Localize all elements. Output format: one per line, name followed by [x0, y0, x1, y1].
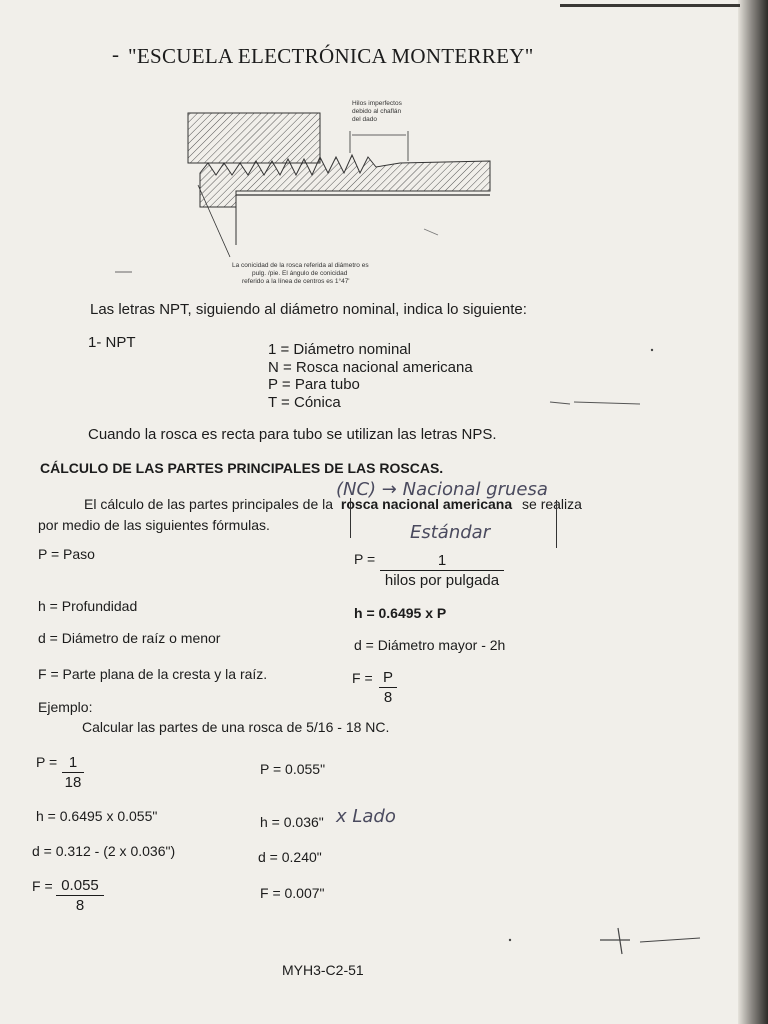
intro-text: Las letras NPT, siguiendo al diámetro nominal, indica lo siguiente:: [90, 301, 527, 318]
diagram-note-bottom-line: La conicidad de la rosca referida al diámetro es: [232, 262, 369, 269]
example-d-calc: d = 0.312 - (2 x 0.036"): [32, 843, 176, 859]
example-f-denominator: 8: [75, 897, 85, 914]
npt-label: 1- NPT: [88, 334, 136, 351]
npt-item: P = Para tubo: [268, 376, 360, 393]
example-prompt: Calcular las partes de una rosca de 5/16 - 18 NC.: [82, 719, 390, 735]
example-d-result: d = 0.240": [258, 849, 322, 865]
section-body-text: El cálculo de las partes principales de la: [84, 496, 334, 512]
footer-code: MYH3-C2-51: [282, 962, 364, 978]
diametro-raiz-label: d = Diámetro de raíz o menor: [38, 630, 221, 646]
handwritten-note-lado: x Lado: [336, 806, 396, 827]
diagram-note-bottom-line: pulg. /pie. El ángulo de conicidad: [252, 270, 348, 277]
section-body-text: se realiza: [522, 496, 582, 512]
example-f-lhs: F =: [32, 878, 53, 894]
handwritten-note-nc: (NC) → Nacional gruesa: [336, 479, 548, 500]
example-f-numerator: 0.055: [56, 877, 104, 896]
example-p-result: P = 0.055": [260, 761, 326, 777]
header-dash: -: [112, 42, 120, 66]
paso-numerator: 1: [380, 552, 504, 571]
example-p-lhs: P =: [36, 754, 58, 770]
diagram-note-top-line: del dado: [352, 116, 377, 123]
diagram-note-bottom-line: referido a la línea de centros es 1°47': [242, 278, 350, 285]
diagram-note-top-line: debido al chaflán: [352, 108, 402, 115]
npt-item: T = Cónica: [268, 393, 341, 411]
paso-denominator: hilos por pulgada: [384, 572, 500, 589]
handwritten-note-estandar: Estándar: [410, 522, 491, 543]
parte-plana-label: F = Parte plana de la cresta y la raíz.: [38, 666, 268, 682]
section-body-bold: rosca nacional americana: [340, 496, 513, 512]
page-title: "ESCUELA ELECTRÓNICA MONTERREY": [128, 44, 534, 68]
parte-plana-denominator: 8: [383, 689, 393, 706]
npt-item: 1 = Diámetro nominal: [268, 341, 411, 358]
example-h-calc: h = 0.6495 x 0.055": [36, 808, 158, 824]
example-p-denominator: 18: [64, 774, 82, 791]
example-f-result: F = 0.007": [260, 885, 325, 901]
diametro-raiz-formula: d = Diámetro mayor - 2h: [354, 637, 506, 653]
example-label: Ejemplo:: [38, 699, 93, 715]
example-h-result: h = 0.036": [260, 814, 324, 830]
nps-note: Cuando la rosca es recta para tubo se utilizan las letras NPS.: [88, 426, 497, 443]
profundidad-formula: h = 0.6495 x P: [354, 605, 447, 621]
parte-plana-lhs: F =: [352, 670, 373, 686]
profundidad-label: h = Profundidad: [38, 598, 138, 614]
section-heading: CÁLCULO DE LAS PARTES PRINCIPALES DE LAS ROSCAS.: [40, 460, 444, 476]
parte-plana-numerator: P: [379, 669, 397, 688]
diagram-note-top-line: Hilos imperfectos: [352, 100, 402, 107]
paso-lhs: P =: [354, 551, 376, 567]
section-body-line-2: por medio de las siguientes fórmulas.: [38, 517, 270, 533]
example-p-numerator: 1: [62, 754, 84, 773]
paso-label: P = Paso: [38, 546, 95, 562]
npt-item: N = Rosca nacional americana: [268, 358, 473, 376]
